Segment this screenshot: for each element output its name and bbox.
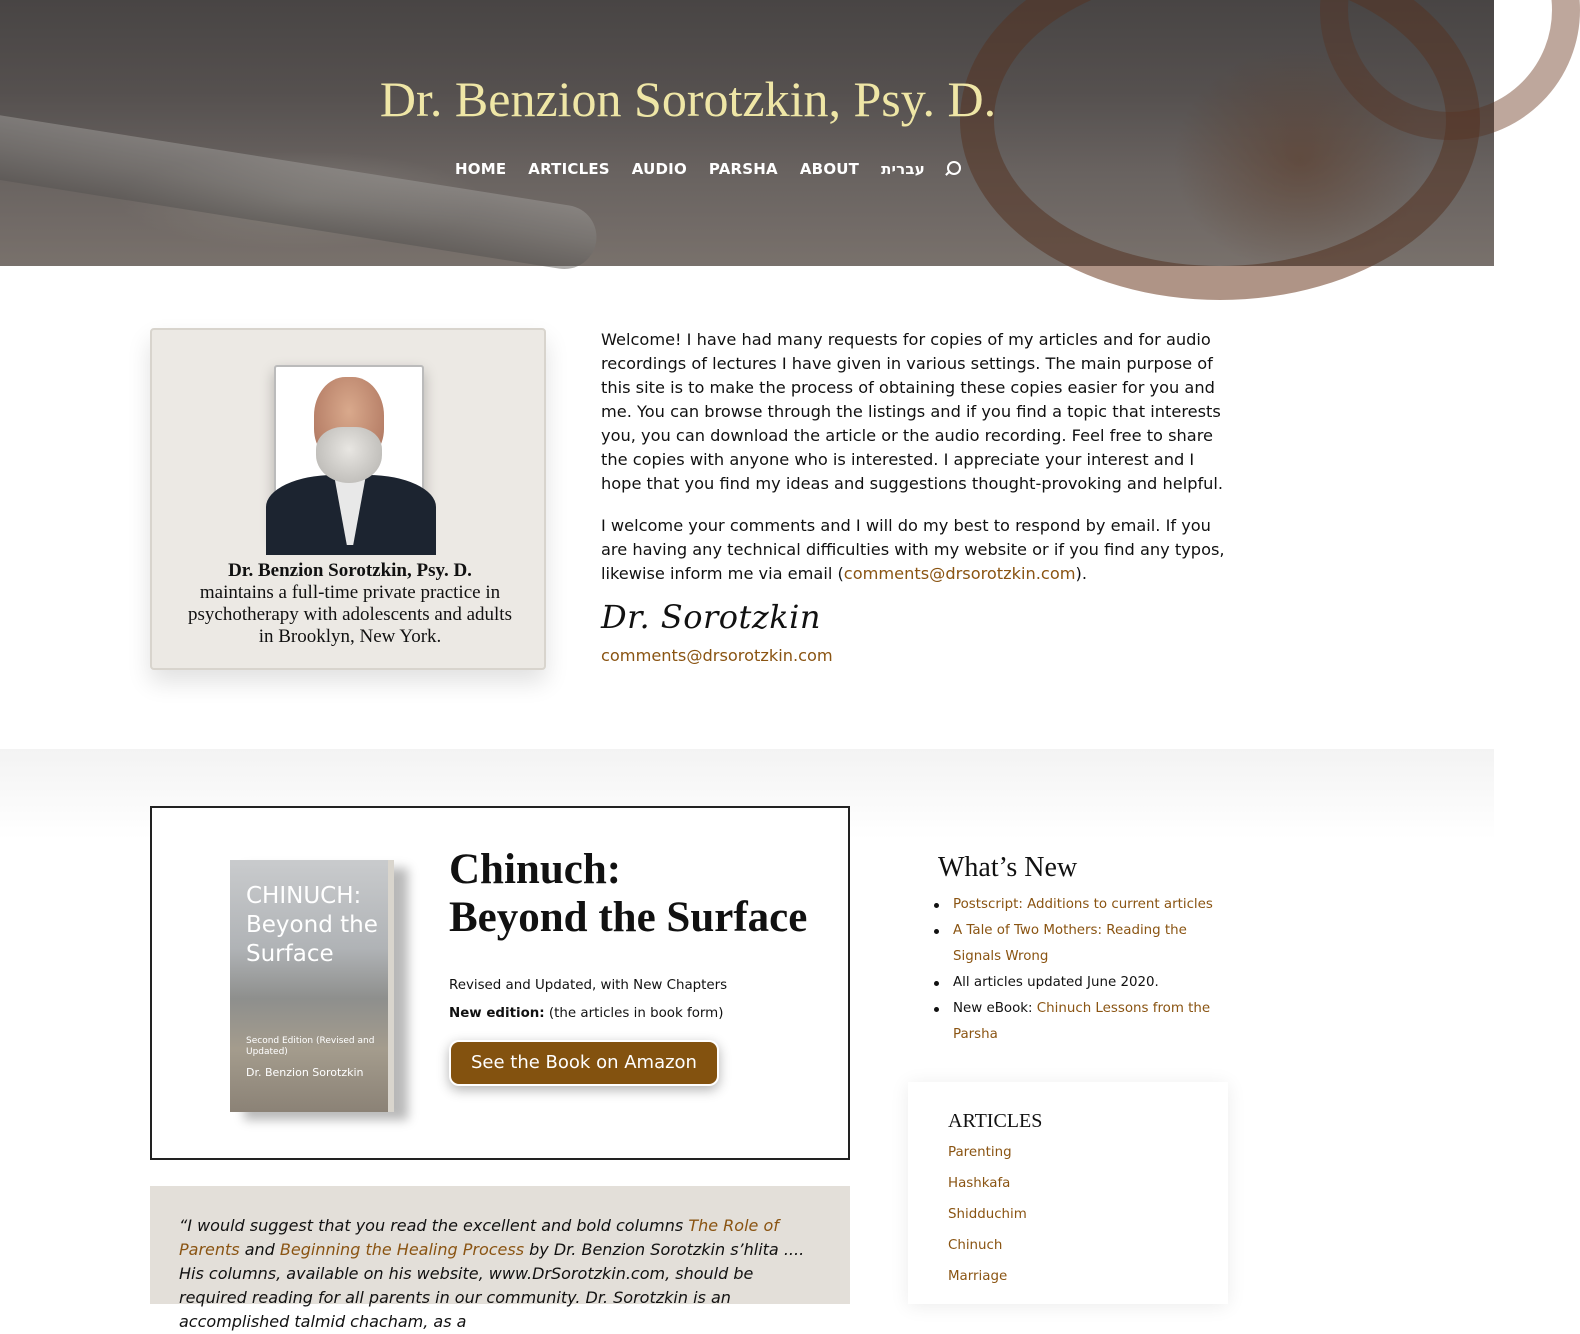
book-cover-image[interactable] xyxy=(230,860,394,1112)
article-category-hashkafa[interactable]: Hashkafa xyxy=(948,1176,1011,1191)
book-subtitle: Revised and Updated, with New Chapters New edition: (the articles in book form) xyxy=(449,972,829,1028)
signature: Dr. Sorotzkin xyxy=(601,598,821,636)
nav-hebrew[interactable]: עברית xyxy=(881,160,925,178)
profile-description xyxy=(182,560,518,648)
whats-new-title: What’s New xyxy=(938,852,1078,883)
list-item: All articles updated June 2020. xyxy=(953,970,1223,996)
search-icon[interactable] xyxy=(943,160,961,178)
site-title[interactable]: Dr. Benzion Sorotzkin, Psy. D. xyxy=(379,71,997,127)
book-heading: Chinuch: Beyond the Surface xyxy=(449,846,808,941)
signature-email-link[interactable]: comments@drsorotzkin.com xyxy=(601,646,833,665)
portrait-photo xyxy=(274,365,424,537)
profile-card xyxy=(150,328,546,670)
tale-of-two-mothers-link[interactable]: A Tale of Two Mothers: Reading the Signals Wrong xyxy=(953,923,1187,964)
list-item xyxy=(953,892,1223,918)
article-category-parenting[interactable]: Parenting xyxy=(948,1145,1012,1160)
profile-name: Dr. Benzion Sorotzkin, Psy. D. xyxy=(228,560,472,581)
articles-list xyxy=(948,1142,1027,1297)
welcome-text xyxy=(601,328,1229,604)
book-edition-line: New edition: (the articles in book form) xyxy=(449,1006,724,1021)
book-cover-title: CHINUCH: Beyond the Surface xyxy=(246,883,378,967)
nav-articles[interactable]: ARTICLES xyxy=(528,160,610,178)
testimonial-quote xyxy=(150,1186,850,1331)
book-promo xyxy=(150,806,850,1160)
role-of-parents-link[interactable]: The Role of Parents xyxy=(179,1216,779,1259)
nav-home[interactable]: HOME xyxy=(455,160,507,178)
nav-parsha[interactable]: PARSHA xyxy=(708,160,778,178)
healing-process-link[interactable]: Beginning the Healing Process xyxy=(279,1240,525,1259)
quote-text: “I would suggest that you read the excellent and bold columns The Role of Parents and Beginning the Healing Process by Dr. Benzion Sorotzkin s’hlita .... His columns, available on his website, www.DrSorotzkin.com, should be required reading for all parents in our community. Dr. Sorotzkin is an accomplished talmid chacham, as a xyxy=(179,1216,805,1331)
header-banner xyxy=(0,0,1494,266)
postscript-link[interactable]: Postscript: Additions to current articles xyxy=(953,897,1213,912)
chinuch-lessons-link[interactable]: Chinuch Lessons from the Parsha xyxy=(953,1001,1211,1042)
article-category-chinuch[interactable]: Chinuch xyxy=(948,1238,1003,1253)
list-item xyxy=(953,918,1223,970)
welcome-paragraph-1: Welcome! I have had many requests for copies of my articles and for audio recordings of lectures I have given in various settings. The main purpose of this site is to make the process of obtaining these copies easier for you and me. You can browse through the listings and if you find a topic that interests you, you can download the article or the audio recording. Feel free to share the copies with anyone who is interested. I appreciate your interest and I hope that you find my ideas and suggestions thought-provoking and helpful. xyxy=(601,330,1224,493)
article-category-shidduchim[interactable]: Shidduchim xyxy=(948,1207,1027,1222)
book-cover-edition: Second Edition (Revised and Updated) xyxy=(246,1036,375,1057)
list-item: New eBook: Chinuch Lessons from the Parsha xyxy=(953,996,1223,1048)
article-category-marriage[interactable]: Marriage xyxy=(948,1269,1008,1284)
main-nav xyxy=(455,160,961,178)
comments-email-link[interactable]: comments@drsorotzkin.com xyxy=(843,564,1076,583)
profile-bio: maintains a full-time private practice in psychotherapy with adolescents and adults in Brooklyn, New York. xyxy=(188,582,512,647)
articles-title: ARTICLES xyxy=(948,1110,1043,1132)
whats-new-list xyxy=(953,892,1223,1048)
book-cover-author: Dr. Benzion Sorotzkin xyxy=(246,1066,364,1079)
articles-widget xyxy=(908,1082,1228,1304)
nav-about[interactable]: ABOUT xyxy=(799,160,860,178)
see-book-on-amazon-button[interactable]: See the Book on Amazon xyxy=(449,1040,719,1086)
welcome-paragraph-2: I welcome your comments and I will do my best to respond by email. If you are having any technical difficulties with my website or if you find any typos, likewise inform me via email (comments@drsorotzkin.com). xyxy=(601,516,1225,583)
nav-audio[interactable]: AUDIO xyxy=(631,160,687,178)
